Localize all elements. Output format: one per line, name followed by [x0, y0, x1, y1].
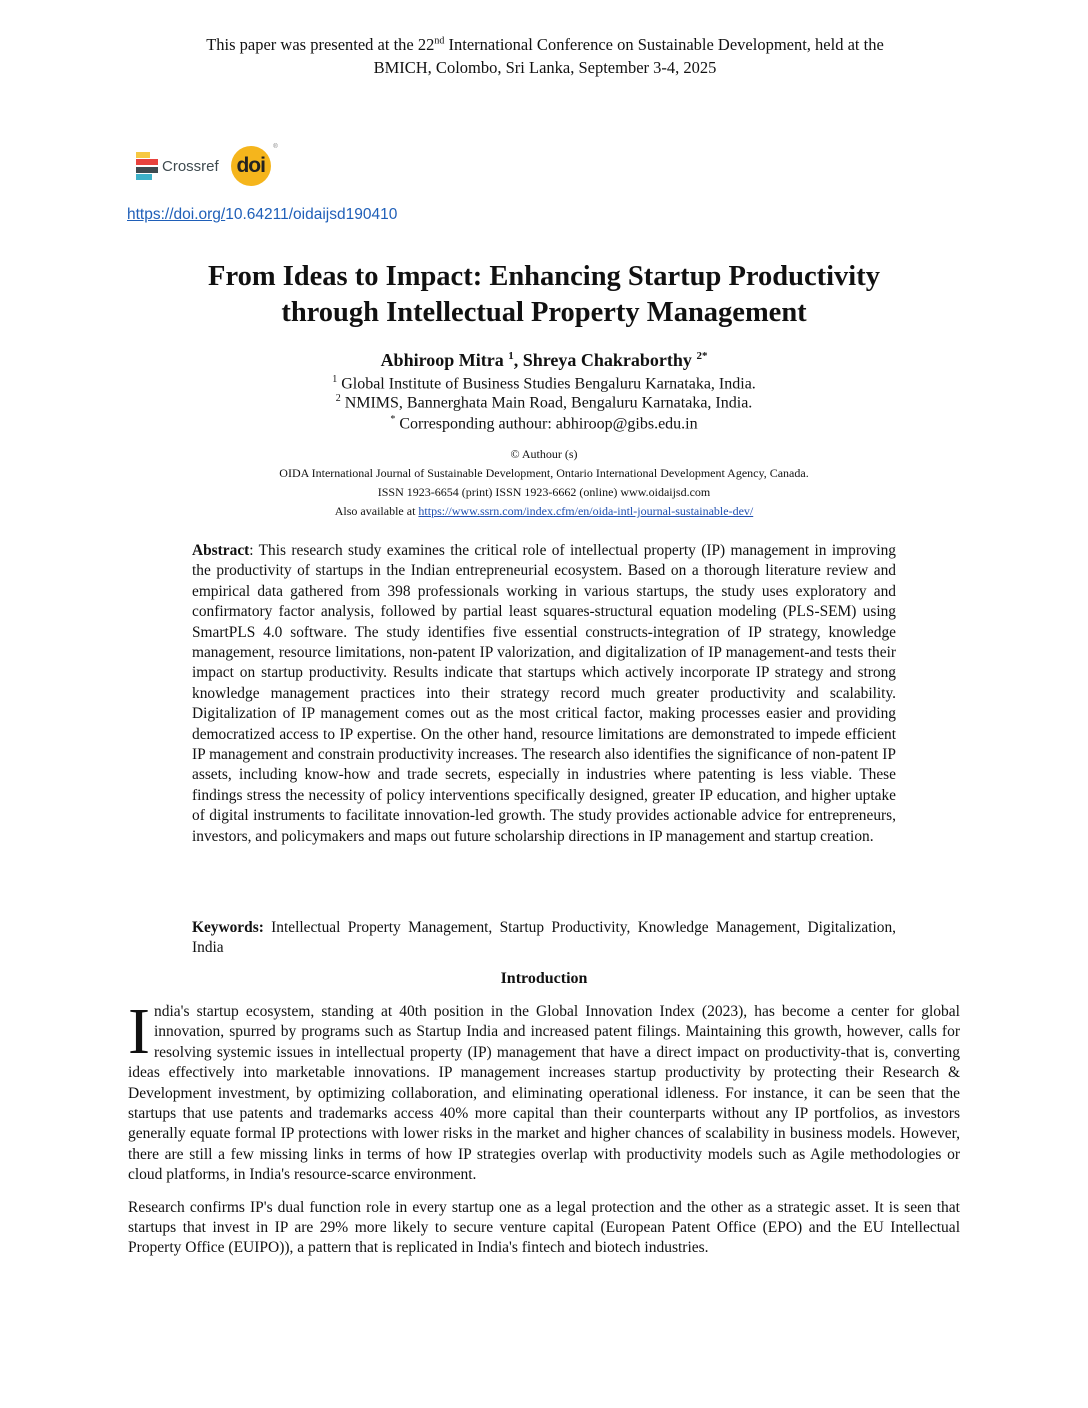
ssrn-link[interactable]: https://www.ssrn.com/index.cfm/en/oida-intl-journal-sustainable-dev/: [418, 504, 754, 518]
introduction-body: [128, 995, 960, 1271]
doi-link[interactable]: [127, 206, 397, 224]
crossref-logo: [136, 150, 219, 182]
doi-logo-icon: doi ®: [231, 146, 271, 186]
paper-title: From Ideas to Impact: Enhancing Startup Productivity through Intellectual Property Management: [208, 261, 880, 328]
doi-url[interactable]: https://doi.org/10.64211/oidaijsd190410: [127, 206, 398, 223]
drop-cap: I: [128, 995, 150, 1068]
conference-note-line1: This paper was presented at the 22nd International Conference on Sustainable Development, held at the: [206, 35, 884, 54]
author-2: Shreya Chakraborthy: [522, 350, 697, 370]
corresponding-author: * Corresponding authour: abhiroop@gibs.edu.in: [390, 414, 698, 433]
crossref-label: Crossref: [162, 157, 219, 175]
affiliation-1: $^1$ Global Institute of Business Studies Bengaluru Karnataka, India.: [332, 374, 756, 393]
keywords: [192, 918, 896, 959]
abstract-text: : This research study examines the critical role of intellectual property (IP) management in improving the productivity of startups in the Indian entrepreneurial ecosystem. Based on a thorough literature review and empirical data gathered from 398 professionals working in various startups, the study uses exploratory and confirmatory factor analysis, followed by partial least squares-structural equation modeling (PLS-SEM) using SmartPLS 4.0 software. The study identifies five essential constructs-integration of IP strategy, knowledge management, resource limitations, non-patent IP valorization, and digitalization of IP management-and tests their impact on startup productivity. Results indicate that startups which actively incorporate IP strategy and strong knowledge management practices into their strategy record much greater productivity and scalability. Digitalization of IP management comes out as the most critical factor, making processes easier and providing democratized access to IP expertise. On the other hand, resource limitations are demonstrated to impede efficient IP management and constrain productivity increases. The research also identifies the significance of non-patent IP assets, including know-how and trade secrets, especially in industries where patenting is less viable. These findings stress the necessity of policy interventions specifically designed, greater IP education, and higher uptake of digital instruments to facilitate innovation-led growth. The study provides actionable advice for entrepreneurs, investors, and policymakers and maps out future scholarship directions in IP management and startup creation.: [192, 542, 896, 845]
intro-paragraph-2: Research confirms IP's dual function role in every startup one as a legal protection and the other as a strategic asset. It is seen that startups that invest in IP are 29% more likely to secure venture capital (European Patent Office (EPO) and the EU Intellectual Property Office (EUIPO)), a pattern that is replicated in India's fintech and biotech industries.: [128, 1198, 960, 1257]
keywords-text: Intellectual Property Management, Startup Productivity, Knowledge Management, Digitalization, India: [192, 919, 896, 957]
author-1: Abhiroop Mitra: [380, 350, 509, 370]
journal-meta: [110, 445, 978, 521]
also-available: Also available at https://www.ssrn.com/index.cfm/en/oida-intl-journal-sustainable-dev/: [334, 504, 754, 518]
copyright: © Authour (s): [510, 447, 578, 461]
abstract-label: Abstract: [192, 542, 250, 559]
authors: Abhiroop Mitra $^1$, Shreya Chakraborthy $^{2*}$: [380, 350, 708, 370]
abstract: [192, 541, 896, 847]
intro-paragraph-1: India's startup ecosystem, standing at 40th position in the Global Innovation Index (2023), has become a center for global innovation, spurred by programs such as Startup India and increased patent filings. Maintaining this growth, however, calls for resolving systemic issues in intellectual property (IP) management that have a direct impact on productivity-that is, converting ideas effectively into marketable innovations. IP management increases startup productivity by protecting their Research & Development investment, by optimizing collaboration, and eliminating operational idleness. For instance, it can be seen that the startups that use patents and trademarks access 40% more capital than their counterparts without any IP portfolios, as investors generally equate formal IP protections with lower risks in the market and higher chances of scalability in business models. However, there are still a few missing links in terms of how IP strategies overlap with productivity models such as Agile methodologies or cloud platforms, in India's resource-scarce environment.: [128, 995, 960, 1184]
crossref-mark-icon: [136, 150, 158, 182]
affiliation-2: $^2$ NMIMS, Bannerghata Main Road, Bengaluru Karnataka, India.: [335, 393, 753, 412]
conference-note: [120, 33, 970, 79]
conference-note-line2: BMICH, Colombo, Sri Lanka, September 3-4, 2025: [373, 58, 717, 77]
publisher-logos: [136, 144, 277, 186]
issn: ISSN 1923-6654 (print) ISSN 1923-6662 (online) www.oidaijsd.com: [377, 485, 711, 499]
keywords-label: Keywords:: [192, 919, 264, 936]
section-heading-introduction: Introduction: [500, 970, 588, 987]
journal-name: OIDA International Journal of Sustainable Development, Ontario International Development Agency, Canada.: [279, 466, 809, 480]
